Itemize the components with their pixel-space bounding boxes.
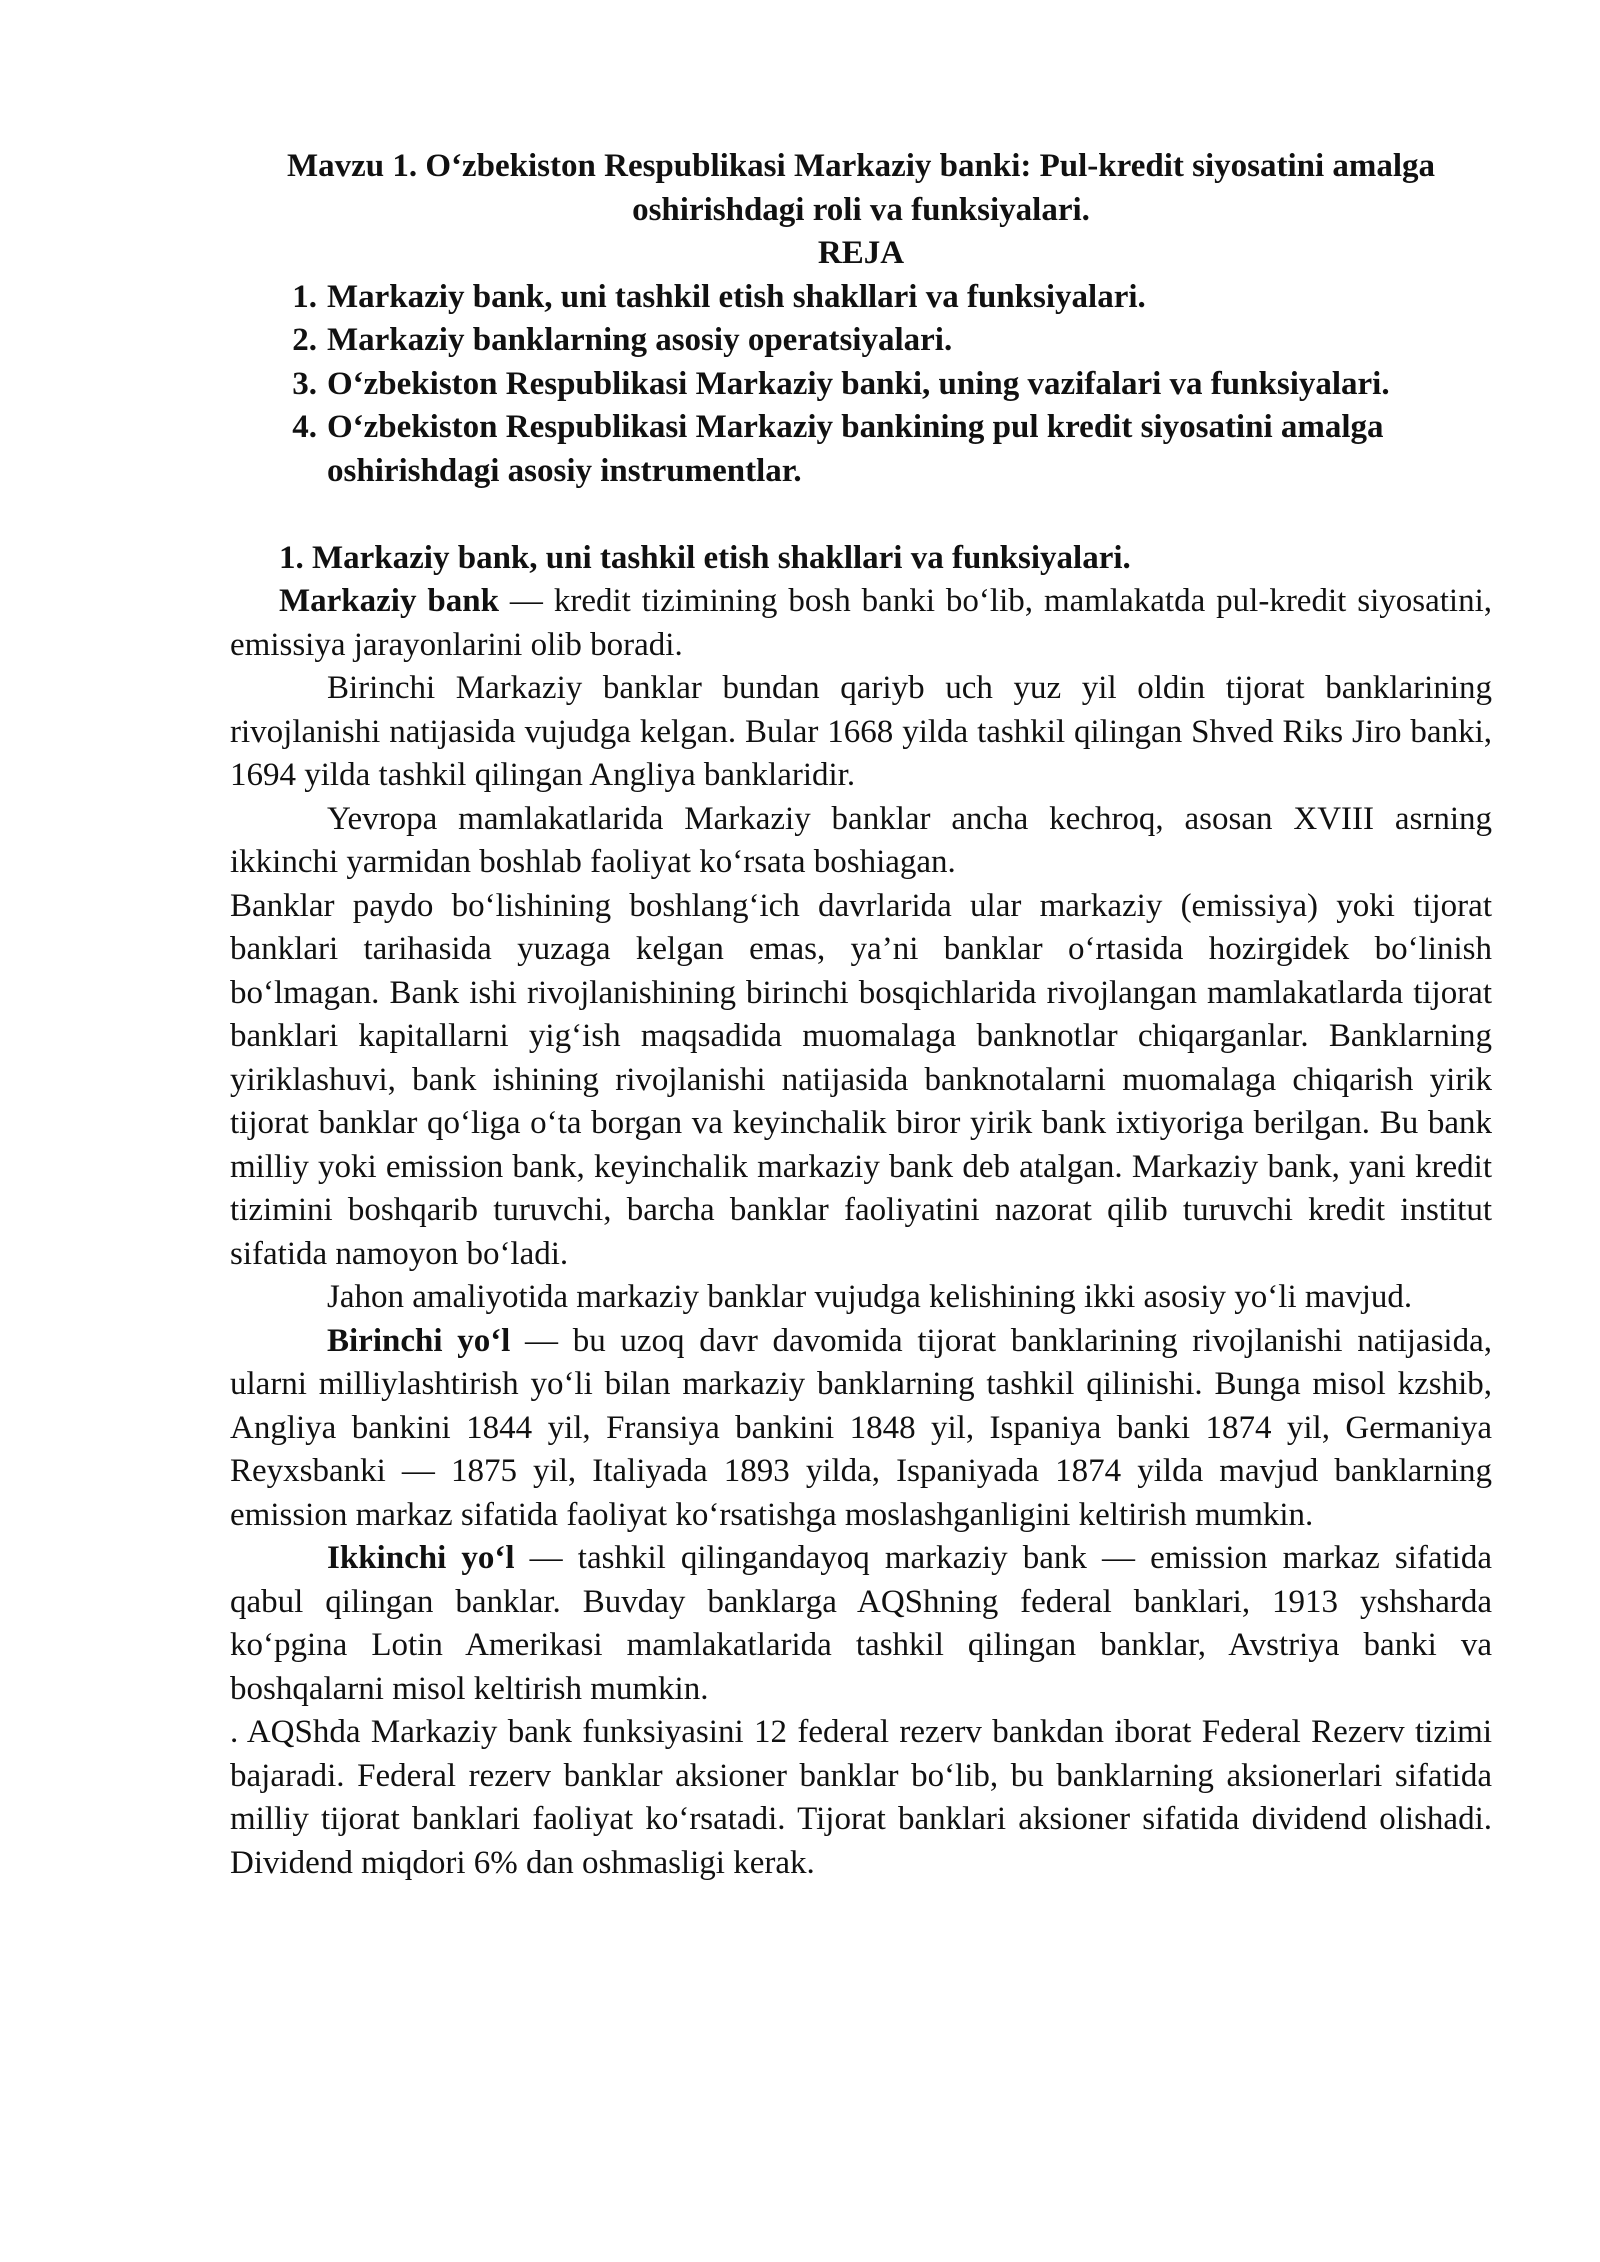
paragraph-second-way	[230, 1537, 1492, 1711]
plan-item	[292, 363, 1492, 407]
paragraph-text: — kredit tizimining bosh banki bo‘lib, mamlakatda pul-kredit siyosatini, emissiya jarayonlarini olib boradi.	[230, 583, 1492, 663]
plan-item-text: O‘zbekiston Respublikasi Markaziy banki, uning vazifalari va funksiyalari.	[327, 365, 1390, 402]
paragraph: Yevropa mamlakatlarida Markaziy banklar ancha kechroq, asosan XVIII asrning ikkinchi yarmidan boshlab faoliyat ko‘rsata boshiagan.	[230, 800, 1492, 880]
plan-item-text: Markaziy bank, uni tashkil etish shakllari va funksiyalari.	[327, 278, 1146, 315]
plan-item-number: 4.	[292, 409, 317, 445]
paragraph: Birinchi Markaziy banklar bundan qariyb uch yuz yil oldin tijorat banklarining rivojlanishi natijasida vujudga kelgan. Bular 1668 yilda tashkil qilingan Shved Riks Jiro banki, 1694 yilda tashkil qilingan Angliya banklaridir.	[230, 670, 1492, 793]
paragraph: . AQShda Markaziy bank funksiyasini 12 federal rezerv bankdan iborat Federal Rezerv tizimi bajaradi. Federal rezerv banklar aksioner banklar bo‘lib, bu banklarning aksionerlari sifatida milliy tijorat banklari faoliyat ko‘rsatadi. Tijorat banklari aksioner sifatida dividend olishadi. Dividend miqdori 6% dan oshmasligi kerak.	[230, 1714, 1492, 1881]
document-page	[230, 145, 1492, 1885]
plan-item	[292, 276, 1492, 320]
paragraph: Jahon amaliyotida markaziy banklar vujudga kelishining ikki asosiy yo‘li mavjud.	[327, 1279, 1413, 1315]
plan-item-number: 1.	[292, 278, 317, 315]
spacer	[230, 493, 1492, 537]
plan-item	[292, 406, 1492, 493]
document-title: Mavzu 1. O‘zbekiston Respublikasi Markaziy banki: Pul-kredit siyosatini amalga oshirishdagi roli va funksiyalari.	[286, 148, 1436, 228]
paragraph-text: — tashkil qilingandayoq markaziy bank — emission markaz sifatida qabul qilingan banklar. Buvday banklarga AQShning federal banklari, 1913 yshsharda ko‘pgina Lotin Amerikasi mamlakatlarida tashkil qilingan banklar, Avstriya banki va boshqalarni misol keltirish mumkin.	[230, 1540, 1492, 1707]
paragraph-first-way	[230, 1320, 1492, 1538]
plan-item-number: 3.	[292, 365, 317, 402]
plan-list	[230, 276, 1492, 494]
plan-item-number: 2.	[292, 322, 317, 358]
plan-heading: REJA	[817, 235, 905, 271]
paragraph-definition	[230, 580, 1492, 667]
term-second-way: Ikkinchi yo‘l	[327, 1540, 515, 1576]
term-central-bank: Markaziy bank	[279, 583, 499, 619]
paragraph-text: — bu uzoq davr davomida tijorat banklarining rivojlanishi natijasida, ularni milliylashtirish yo‘li bilan markaziy banklarning tashkil qilinishi. Bunga misol kzshib, Angliya bankini 1844 yil, Fransiya bankini 1848 yil, Ispaniya banki 1874 yil, Germaniya Reyxsbanki — 1875 yil, Italiyada 1893 yilda, Ispaniyada 1874 yilda mavjud banklarning emission markaz sifatida faoliyat ko‘rsatishga moslashganligini keltirish mumkin.	[230, 1322, 1492, 1533]
paragraph: Banklar paydo bo‘lishining boshlang‘ich davrlarida ular markaziy (emissiya) yoki tijorat banklari tarihasida yuzaga kelgan emas, ya’ni banklar o‘rtasida hozirgidek bo‘linish bo‘lmagan. Bank ishi rivojlanishining birinchi bosqichlarida rivojlangan mamlakatlarda tijorat banklari kapitallarni yig‘ish maqsadida muomalaga banknotlar chiqarganlar. Banklarning yiriklashuvi, bank ishining rivojlanishi natijasida banknotalarni muomalaga chiqarish yirik tijorat banklar qo‘liga o‘ta borgan va keyinchalik biror yirik bank ixtiyoriga berilgan. Bu bank milliy yoki emission bank, keyinchalik markaziy bank deb atalgan. Markaziy bank, yani kredit tizimini boshqarib turuvchi, barcha banklar faoliyatini nazorat qilib turuvchi kredit institut sifatida namoyon bo‘ladi.	[230, 887, 1492, 1272]
plan-item-text: O‘zbekiston Respublikasi Markaziy bankining pul kredit siyosatini amalga oshirishdagi asosiy instrumentlar.	[327, 409, 1384, 489]
section-heading: 1. Markaziy bank, uni tashkil etish shakllari va funksiyalari.	[279, 539, 1131, 576]
term-first-way: Birinchi yo‘l	[327, 1322, 511, 1359]
plan-item	[292, 319, 1492, 363]
plan-item-text: Markaziy banklarning asosiy operatsiyalari.	[327, 322, 953, 358]
